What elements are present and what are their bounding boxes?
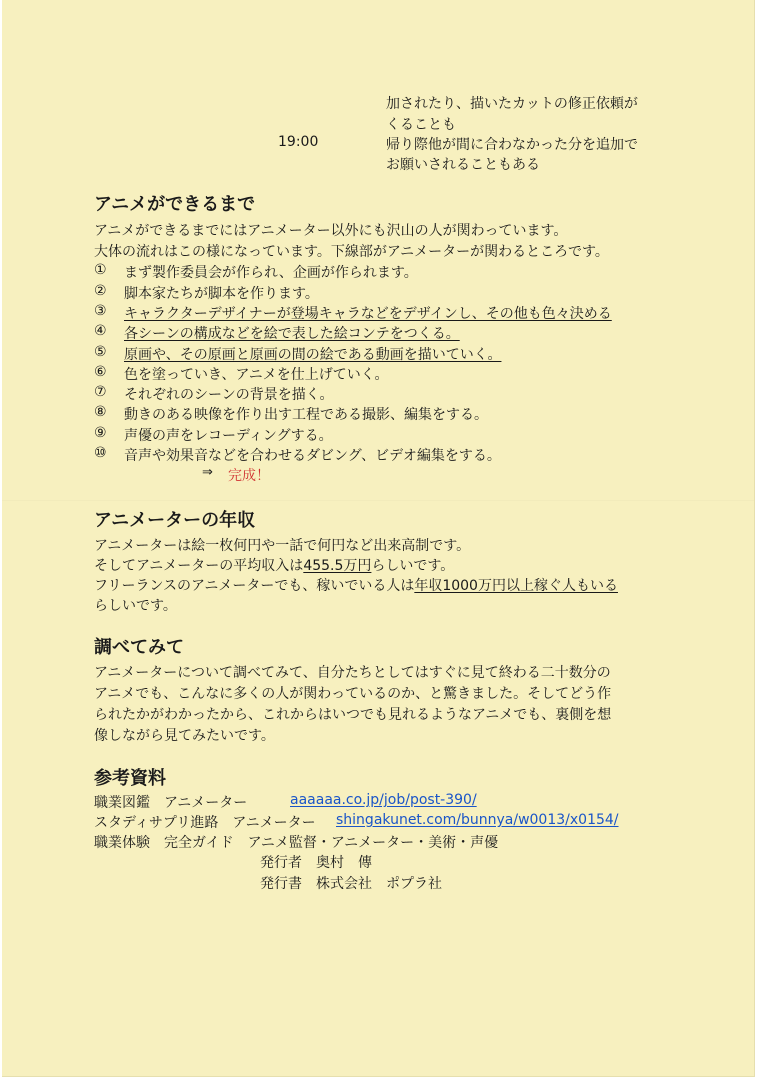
section-heading: アニメができるまで bbox=[94, 194, 256, 215]
reference-publisher: 発行者 奥村 傳 bbox=[260, 855, 372, 871]
complete-label: 完成！ bbox=[228, 468, 270, 484]
step-text: 脚本家たちが脚本を作ります。 bbox=[124, 286, 319, 302]
body-text: アニメーターについて調べてみて、自分たちとしてはすぐに見て終わる二十数分の bbox=[94, 665, 611, 681]
document-page bbox=[2, 0, 755, 1077]
step-text-underlined: キャラクターデザイナーが登場キャラなどをデザインし、その他も色々決める bbox=[124, 306, 612, 322]
body-text: らしいです。 bbox=[371, 558, 455, 574]
schedule-text-line: くることも bbox=[386, 117, 456, 133]
step-text-underlined: 各シーンの構成などを絵で表した絵コンテをつくる。 bbox=[124, 326, 460, 342]
step-number: ① bbox=[94, 262, 107, 278]
body-text-line bbox=[94, 575, 618, 595]
body-text: フリーランスのアニメーターでも、稼いでいる人は bbox=[94, 578, 415, 594]
step-number: ④ bbox=[94, 323, 107, 339]
arrow-icon: ⇒ bbox=[202, 465, 213, 480]
step-number: ⑨ bbox=[94, 425, 107, 441]
body-text: アニメでも、こんなに多くの人が関わっているのか、と驚きました。そしてどう作 bbox=[94, 686, 612, 702]
step-text: 音声や効果音などを合わせるダビング、ビデオ編集をする。 bbox=[124, 448, 501, 464]
body-text: らしいです。 bbox=[94, 598, 177, 614]
step-number: ⑧ bbox=[94, 404, 107, 420]
step-number: ⑦ bbox=[94, 384, 107, 400]
body-text: アニメーターは絵一枚何円や一話で何円など出来高制です。 bbox=[94, 538, 471, 554]
step-number: ② bbox=[94, 283, 107, 299]
schedule-text-line: 帰り際他が間に合わなかった分を追加で bbox=[386, 137, 638, 153]
section-heading: アニメーターの年収 bbox=[94, 510, 256, 531]
step-text: それぞれのシーンの背景を描く。 bbox=[124, 387, 334, 403]
reference-link[interactable]: shingakunet.com/bunnya/w0013/x0154/ bbox=[336, 812, 619, 828]
reference-label: スタディサプリ進路 アニメーター bbox=[94, 815, 316, 831]
body-text: 大体の流れはこの様になっています。下線部がアニメーターが関わるところです。 bbox=[94, 244, 609, 260]
step-text: 声優の声をレコーディングする。 bbox=[124, 428, 333, 444]
step-text: 色を塗っていき、アニメを仕上げていく。 bbox=[124, 367, 389, 383]
body-text-line bbox=[94, 555, 454, 575]
step-text: まず製作委員会が作られ、企画が作られます。 bbox=[124, 265, 418, 281]
step-number: ⑩ bbox=[94, 445, 107, 461]
section-heading: 調べてみて bbox=[94, 637, 184, 658]
step-text-underlined: 原画や、その原画と原画の間の絵である動画を描いていく。 bbox=[124, 347, 502, 363]
schedule-time: 19:00 bbox=[278, 134, 319, 150]
reference-link[interactable]: aaaaaa.co.jp/job/post-390/ bbox=[290, 792, 477, 808]
body-text: アニメができるまでにはアニメーター以外にも沢山の人が関わっています。 bbox=[94, 223, 568, 239]
body-text: 像しながら見てみたいです。 bbox=[94, 728, 275, 744]
section-heading: 参考資料 bbox=[94, 768, 166, 789]
step-number: ③ bbox=[94, 303, 107, 319]
fold-line bbox=[2, 500, 754, 501]
step-number: ⑤ bbox=[94, 344, 107, 360]
step-text: 動きのある映像を作り出す工程である撮影、編集をする。 bbox=[124, 407, 488, 423]
step-number: ⑥ bbox=[94, 364, 107, 380]
schedule-text-line: 加されたり、描いたカットの修正依頼が bbox=[386, 96, 638, 112]
schedule-text-line: お願いされることもある bbox=[386, 157, 540, 173]
income-highlight: 455.5万円 bbox=[303, 558, 372, 574]
body-text: られたかがわかったから、これからはいつでも見れるようなアニメでも、裏側を想 bbox=[94, 707, 612, 723]
body-text: そしてアニメーターの平均収入は bbox=[94, 558, 304, 574]
reference-company: 発行書 株式会社 ポプラ社 bbox=[260, 876, 442, 892]
reference-label: 職業図鑑 アニメーター bbox=[94, 795, 248, 811]
income-highlight: 年収1000万円以上稼ぐ人もいる bbox=[414, 578, 618, 594]
reference-label: 職業体験 完全ガイド アニメ監督・アニメーター・美術・声優 bbox=[94, 835, 499, 851]
